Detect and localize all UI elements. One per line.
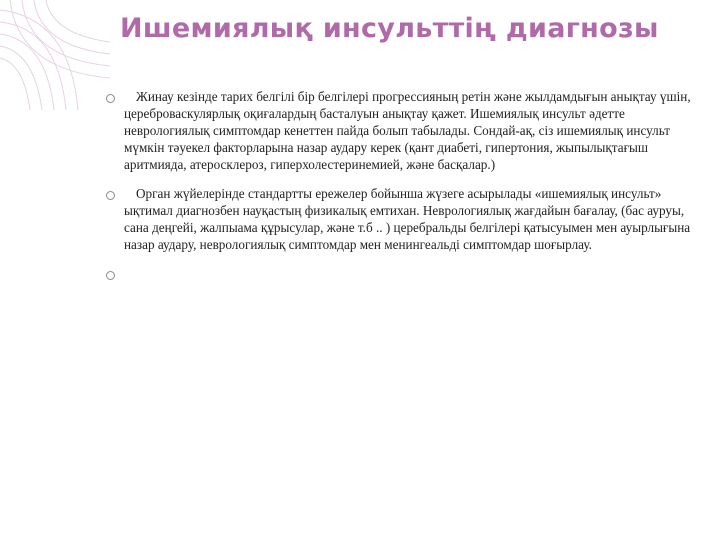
bullet-icon — [106, 271, 115, 280]
bullet-icon — [106, 191, 115, 200]
bullet-text: Жинау кезінде тарих белгілі бір белгілері прогрессияның ретін және жылдамдығын анықтау үшін, цереброваскулярлық оқиғалардың басталуын анықтау қажет. Ишемиялық инсульт әдетте неврологиялық симптомдар кенеттен пайда болып табылады. Сондай-ақ, сіз ишемиялық инсульт мүмкін тәуекел факторларына назар аудару керек (қант диабеті, гипертония, жыпылықтағыш аритмияда, атеросклероз, гиперхолестеринемией, және басқалар.) — [124, 89, 691, 172]
bullet-text: Орган жүйелерінде стандартты ережелер бойынша жүзеге асырылады «ишемиялық инсульт» ықтимал диагнозбен науқастың физикалық емтихан. Неврологиялық жағдайын бағалау, (бас ауруы, сана деңгейі, жалпыама құрысулар, және т.б .. ) церебральды белгілері қатысуымен мен ауырлығына назар аудару, неврологиялық симптомдар мен менингеальді симптомдар шоғырлау. — [124, 186, 691, 252]
bullet-item-empty — [102, 265, 702, 282]
slide-title: Ишемиялық инсульттің диагнозы — [120, 13, 659, 44]
bullet-item — [102, 185, 702, 253]
bullet-icon — [106, 94, 115, 103]
bullet-list — [102, 88, 702, 294]
bullet-item — [102, 88, 702, 173]
decorative-corner-lines — [0, 0, 110, 110]
